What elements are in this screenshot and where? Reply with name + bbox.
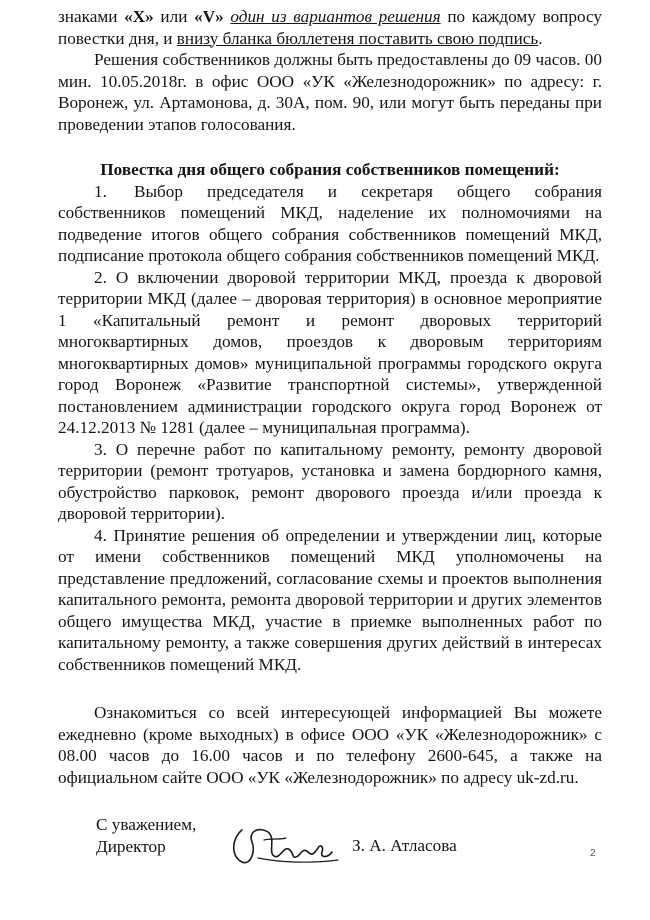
intro-text-a: знаками [58,7,125,26]
director-name: З. А. Атласова [352,836,457,855]
position-text: Директор [96,836,166,856]
spacer [58,675,602,702]
regards-text: С уважением, [96,815,197,834]
agenda-list [58,181,602,676]
agenda-item-3: 3. О перечне работ по капитальному ремонту, ремонту дворовой территории (ремонт тротуаров, установка и замена бордюрного камня, обустройство парковок, ремонт дворового проезда и/или проезда к дворовой территории). [58,439,602,523]
agenda-item-4: 4. Принятие решения об определении и утверждении лиц, которые от имени собственников помещений МКД уполномочены на представление предложений, согласование схемы и проектов выполнения капитального ремонта, ремонта дворовой территории и других элементов общего имущества МКД, участие в приемке выполненных работ по капитальному ремонту, а также совершения других действий в интересах собственников помещений МКД. [58,525,602,674]
variant-phrase: один из вариантов решения [230,7,441,26]
agenda-item-1-text: Выбор председателя и секретаря общего собрания собственников помещений МКД, наделение их полномочиями на подведение итогов общего собрания собственников помещений МКД, подписание протокола общего собрания собственников помещений МКД. [58,181,602,265]
page-number: 2 [590,848,596,859]
agenda-heading: Повестка дня общего собрания собственников помещений: [100,160,560,179]
agenda-item-2: 2. О включении дворовой территории МКД, проезда к дворовой территории МКД (далее – дворовая территория) в основное мероприятие 1 «Капитальный ремонт и ремонт дворовых территорий многоквартирных домов, проездов к дворовым территориям многоквартирных домов» муниципальной программы городского округа город Воронеж «Развитие транспортной системы», утвержденной постановлением администрации городского округа город Воронеж от 24.12.2013 № 1281 (далее – муниципальная программа). [58,267,602,437]
intro-text-b: или [153,7,195,26]
closing-left [96,814,196,857]
info-paragraph: Ознакомиться со всей интересующей информацией Вы можете ежедневно (кроме выходных) в офисе ООО «УК «Железнодорожник» с 08.00 часов до 16.00 часов и по телефону 2600-645, а также на официальном сайте ООО «УК «Железнодорожник» по адресу uk-zd.ru. [58,703,602,787]
intro-text-e: . [538,28,543,48]
closing-block [58,814,602,884]
intro-text-d: по каждому вопросу повестки дня, и [58,7,602,48]
signature-phrase: внизу бланка бюллетеня поставить свою подпись [176,28,539,48]
agenda-item-1-number: 1. [94,181,107,201]
mark-x: «X» [124,7,154,26]
handwritten-signature [228,822,348,872]
intro-paragraph [58,6,602,49]
mark-v: «V» [194,7,224,26]
deadline-paragraph: Решения собственников должны быть предоставлены до 09 часов. 00 мин. 10.05.2018г. в офис ООО «УК «Железнодорожник» по адресу: г. Воронеж, ул. Артамонова, д. 30А, пом. 90, или могут быть переданы при проведении этапов голосования. [58,50,602,134]
agenda-item-1 [58,181,602,267]
